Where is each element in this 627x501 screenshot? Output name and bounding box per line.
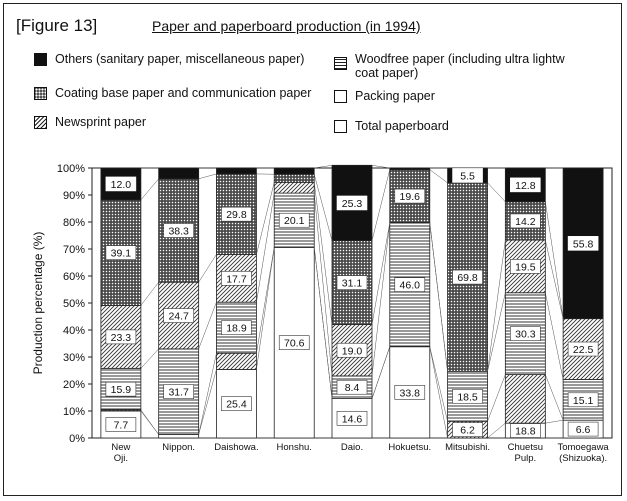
legend-label-packing: Packing paper: [355, 89, 435, 103]
connector-line: [314, 182, 332, 324]
category-label: Honshu.: [276, 442, 312, 453]
category-label: Daishowa.: [214, 442, 259, 453]
bar-segment: [274, 182, 314, 193]
bar-segment: [274, 174, 314, 182]
data-label: 25.3: [341, 197, 363, 210]
bar-segment: [216, 168, 256, 174]
category-label: Daio.: [340, 442, 364, 453]
bar-segment: [274, 168, 314, 174]
connector-line: [256, 247, 274, 369]
data-label: 30.3: [515, 328, 536, 341]
connector-line: [488, 183, 506, 202]
connector-line: [141, 179, 159, 200]
data-label: 19.6: [399, 191, 420, 204]
data-label: 38.3: [168, 225, 189, 238]
legend-label-coating: Coating base paper and communication paper: [55, 86, 312, 100]
connector-line: [256, 193, 274, 302]
data-label: 14.2: [515, 215, 536, 228]
connector-line: [256, 247, 274, 353]
data-label: 18.8: [515, 425, 536, 438]
data-label: 15.1: [572, 394, 594, 407]
category-label: (Shizuoka).: [559, 453, 608, 464]
y-tick-label: 80%: [62, 217, 85, 229]
data-label: 31.1: [341, 277, 363, 290]
data-label: 22.5: [572, 344, 594, 357]
connector-line: [256, 182, 274, 254]
category-label: Mitsubishi.: [445, 442, 490, 453]
legend-label-newsprint: Newsprint paper: [55, 115, 147, 129]
chart-title: Paper and paperboard production (in 1994): [152, 18, 421, 34]
data-label: 33.8: [399, 387, 420, 400]
data-label: 69.8: [457, 272, 478, 285]
connector-line: [141, 410, 159, 435]
data-label: 19.0: [341, 345, 363, 358]
connector-line: [430, 347, 448, 438]
data-label: 31.7: [168, 386, 189, 399]
connector-line: [430, 223, 448, 372]
category-label: Tomoegawa: [557, 442, 609, 453]
data-label: 18.9: [226, 322, 247, 335]
connector-line: [141, 349, 159, 368]
legend-label-woodfree-1: Woodfree paper (including ultra lightw: [355, 52, 565, 66]
connector-line: [372, 223, 390, 376]
connector-line: [372, 223, 390, 325]
y-tick-label: 100%: [56, 163, 85, 175]
connector-line: [488, 375, 506, 422]
bar-segment: [216, 353, 256, 369]
data-label: 20.1: [284, 215, 305, 228]
data-label: 46.0: [399, 279, 420, 292]
y-axis-label: Production percentage (%): [31, 231, 45, 375]
data-label: 39.1: [110, 247, 132, 260]
bar-segment: [505, 375, 545, 424]
legend-label-others: Others (sanitary paper, miscellaneous paper): [55, 52, 305, 66]
connector-line: [430, 347, 448, 422]
y-tick-label: 90%: [62, 190, 85, 202]
connector-line: [545, 420, 563, 423]
connector-line: [545, 202, 563, 319]
connector-line: [199, 174, 217, 179]
y-tick-label: 10%: [62, 406, 85, 418]
category-label: Oji.: [113, 453, 129, 464]
bar-segment: [159, 434, 199, 438]
y-tick-label: 70%: [62, 244, 85, 256]
category-label: Pulp.: [514, 453, 537, 464]
connector-line: [545, 375, 563, 421]
bar-segment: [390, 168, 430, 170]
legend-label-paperboard: Total paperboard: [355, 119, 449, 133]
data-label: 24.7: [168, 310, 189, 323]
y-tick-label: 60%: [62, 271, 85, 283]
data-label: 15.9: [110, 384, 132, 397]
data-label: 23.3: [110, 331, 132, 344]
y-tick-label: 50%: [62, 298, 85, 310]
category-label: Nippon.: [162, 442, 196, 453]
data-label: 6.6: [575, 424, 591, 437]
category-label: New: [111, 442, 131, 453]
data-label: 12.0: [110, 178, 132, 191]
connector-line: [372, 170, 390, 241]
data-label: 7.7: [113, 419, 129, 432]
data-label: 12.8: [515, 179, 536, 192]
category-label: Hokuetsu.: [388, 442, 432, 453]
y-tick-label: 30%: [62, 352, 85, 364]
connector-line: [141, 282, 159, 305]
connector-line: [314, 247, 332, 398]
y-tick-label: 40%: [62, 325, 85, 337]
connector-line: [199, 254, 217, 282]
connector-line: [199, 369, 217, 434]
data-label: 70.6: [284, 337, 305, 350]
connector-line: [488, 423, 506, 438]
data-label: 5.5: [460, 170, 475, 183]
data-label: 55.8: [572, 238, 594, 251]
connector-line: [199, 302, 217, 349]
connector-line: [199, 353, 217, 434]
data-label: 14.6: [341, 413, 363, 426]
bar-segment: [159, 168, 199, 179]
data-label: 18.5: [457, 391, 478, 404]
connector-line: [430, 170, 448, 183]
figure-label: [Figure 13]: [16, 16, 98, 35]
data-label: 8.4: [344, 382, 360, 395]
data-label: 6.2: [460, 424, 475, 437]
data-label: 17.7: [226, 273, 247, 286]
category-label: Chuetsu: [507, 442, 544, 453]
connector-line: [314, 193, 332, 376]
connector-line: [314, 174, 332, 240]
y-tick-label: 20%: [62, 379, 85, 391]
connector-line: [545, 293, 563, 380]
data-label: 25.4: [226, 398, 247, 411]
legend-label-woodfree-2: coat paper): [355, 66, 419, 80]
data-label: 29.8: [226, 209, 247, 222]
y-tick-label: 0%: [69, 433, 85, 445]
data-label: 19.5: [515, 261, 536, 274]
connector-line: [488, 240, 506, 371]
